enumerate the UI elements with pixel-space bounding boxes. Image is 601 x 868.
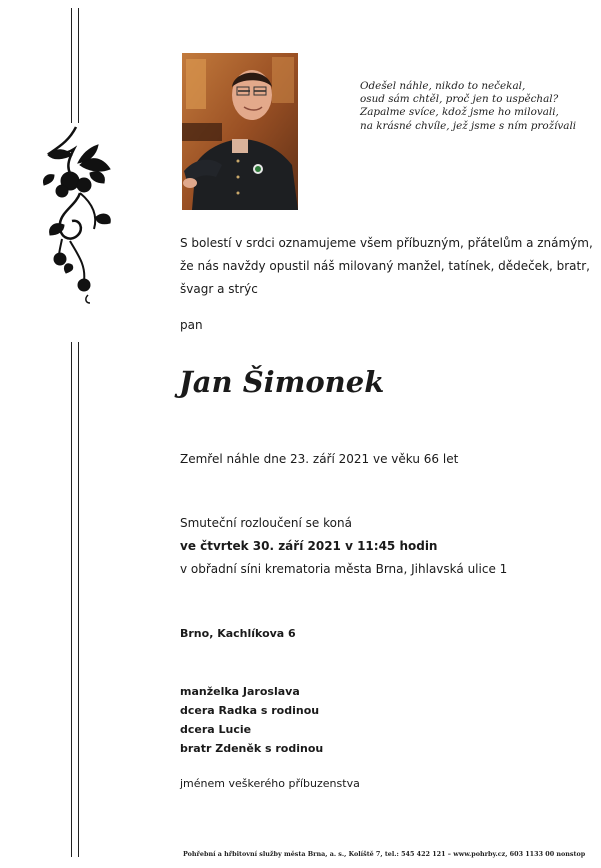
mourners-list <box>180 682 323 758</box>
salutation: pan <box>180 318 203 332</box>
mourner-item: bratr Zdeněk s rodinou <box>180 742 324 755</box>
frame-line-bottom-left <box>71 342 72 857</box>
announcement-line: S bolestí v srdci oznamujeme všem příbuzným, přátelům a známým, <box>180 236 593 250</box>
ceremony-datetime: ve čtvrtek 30. září 2021 v 11:45 hodin <box>180 539 438 553</box>
announcement-line: švagr a strýc <box>180 282 258 296</box>
ceremony-intro: Smuteční rozloučení se koná <box>180 516 352 530</box>
portrait-photo <box>182 53 298 210</box>
poem-line: osud sám chtěl, proč jen to uspěchal? <box>360 93 559 106</box>
frame-line-bottom-right <box>78 342 79 857</box>
mourner-item: dcera Lucie <box>180 723 252 736</box>
poem-line: na krásné chvíle, jež jsme s ním prožívali <box>360 119 577 132</box>
announcement-line: že nás navždy opustil náš milovaný manžel, tatínek, dědeček, bratr, <box>180 259 590 273</box>
family-address: Brno, Kachlíkova 6 <box>180 627 296 640</box>
mourner-item: dcera Radka s rodinou <box>180 704 320 717</box>
floral-ornament-icon <box>40 125 118 305</box>
mourner-item: manželka Jaroslava <box>180 685 300 698</box>
frame-line-top-right <box>78 8 79 123</box>
poem <box>360 80 590 133</box>
footer-contact: Pohřební a hřbitovní služby města Brna, a. s., Kolíště 7, tel.: 545 422 121 – www.pohrby.cz, 603 1133 00 nonstop <box>183 850 586 858</box>
closing-line: jménem veškerého příbuzenstva <box>180 777 360 790</box>
ceremony-place: v obřadní síni krematoria města Brna, Jihlavská ulice 1 <box>180 562 508 576</box>
announcement <box>180 232 593 301</box>
poem-line: Odešel náhle, nikdo to nečekal, <box>360 80 526 92</box>
frame-line-top-left <box>71 8 72 123</box>
deceased-name: Jan Šimonek <box>179 365 385 399</box>
death-note: Zemřel náhle dne 23. září 2021 ve věku 66 let <box>180 452 459 466</box>
poem-line: Zapalme svíce, kdož jsme ho milovali, <box>360 106 559 119</box>
